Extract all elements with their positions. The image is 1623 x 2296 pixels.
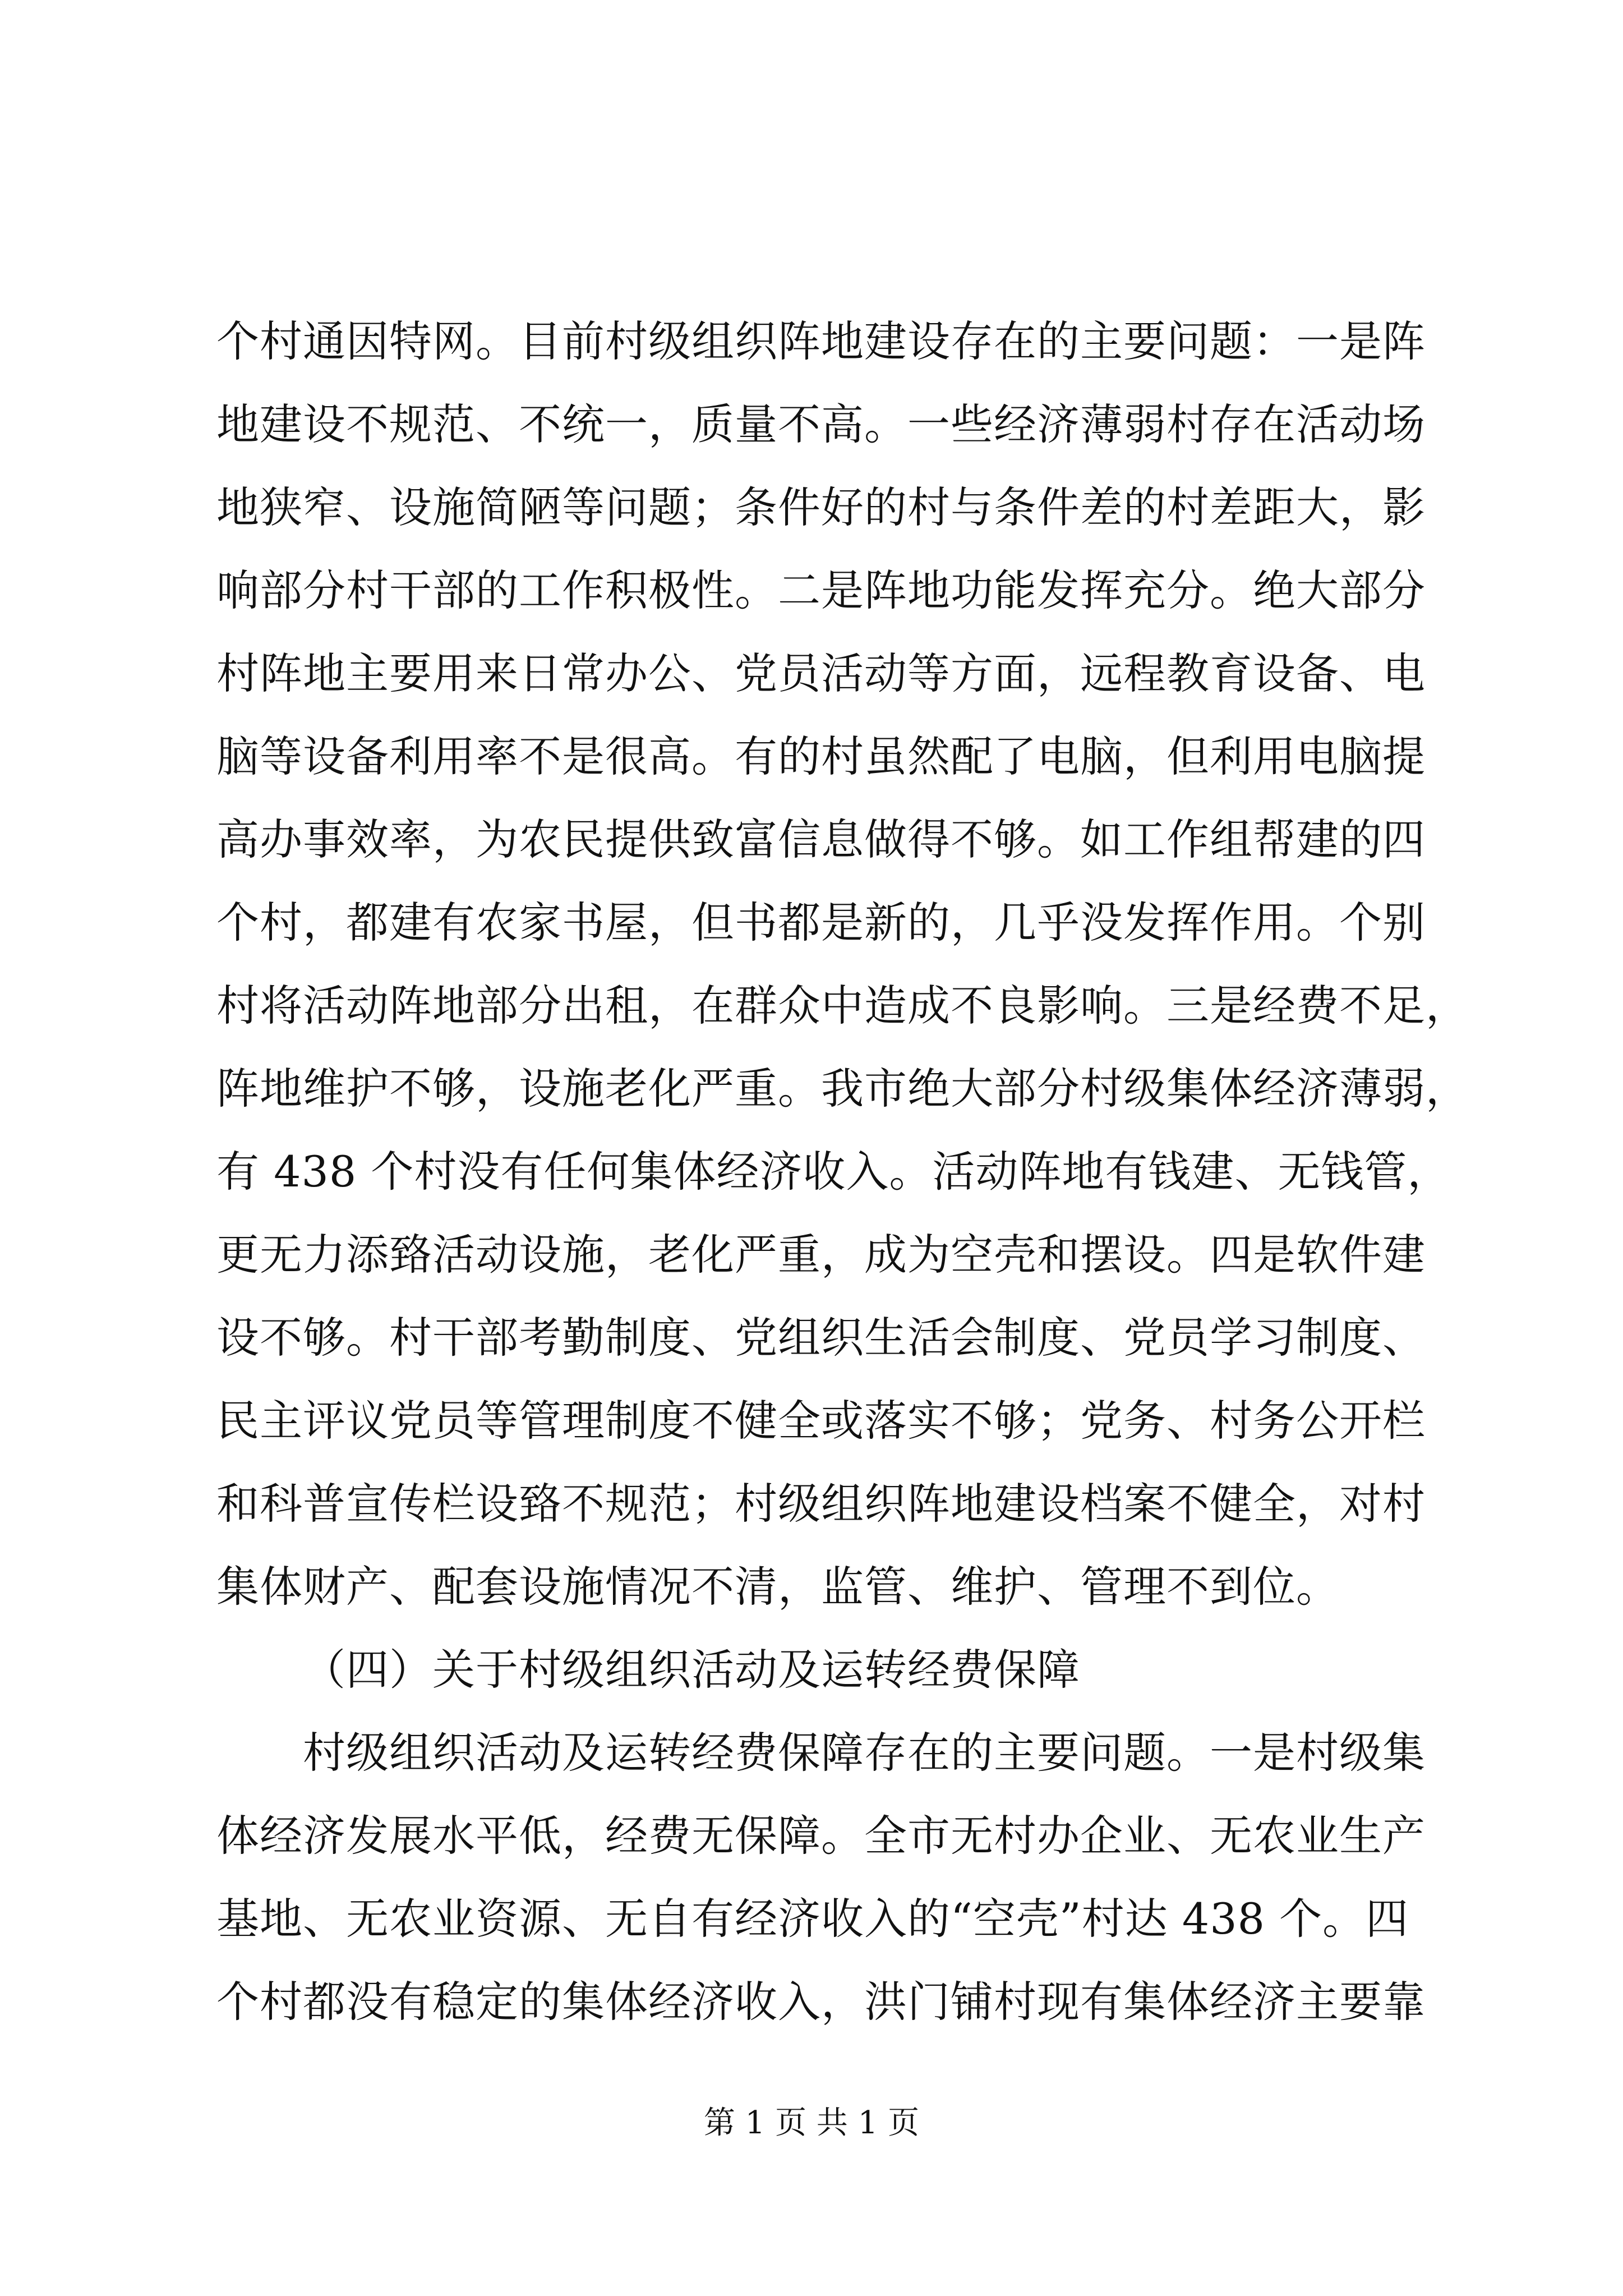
text-line: 民主评议党员等管理制度不健全或落实不够；党务、村务公开栏 xyxy=(216,1396,1426,1446)
text-line: 设不够。村干部考勤制度、党组织生活会制度、党员学习制度、 xyxy=(216,1313,1426,1363)
text-line: 地狭窄、设施简陋等问题；条件好的村与条件差的村差距大，影 xyxy=(216,482,1426,532)
text-line: 地建设不规范、不统一，质量不高。一些经济薄弱村存在活动场 xyxy=(216,399,1426,449)
text-line: 响部分村干部的工作积极性。二是阵地功能发挥充分。绝大部分 xyxy=(216,565,1426,615)
text-line: 集体财产、配套设施情况不清，监管、维护、管理不到位。 xyxy=(216,1562,1339,1612)
text-line: 和科普宣传栏设臵不规范；村级组织阵地建设档案不健全，对村 xyxy=(216,1479,1426,1529)
text-line: 村阵地主要用来日常办公、党员活动等方面，远程教育设备、电 xyxy=(216,648,1426,698)
page-footer: 第 1 页 共 1 页 xyxy=(703,2105,920,2141)
body-text xyxy=(216,300,1469,2044)
text-line: 基地、无农业资源、无自有经济收入的“空壳”村达 438 个。四 xyxy=(216,1894,1409,1944)
text-line: 个村，都建有农家书屋，但书都是新的，几乎没发挥作用。个别 xyxy=(216,898,1426,947)
text-line: 个村通因特网。目前村级组织阵地建设存在的主要问题：一是阵 xyxy=(216,316,1426,366)
section-heading: （四）关于村级组织活动及运转经费保障 xyxy=(303,1645,1080,1695)
text-line: 脑等设备利用率不是很高。有的村虽然配了电脑，但利用电脑提 xyxy=(216,731,1426,781)
text-line: 更无力添臵活动设施，老化严重，成为空壳和摆设。四是软件建 xyxy=(216,1230,1426,1280)
text-line: 个村都没有稳定的集体经济收入，洪门铺村现有集体经济主要靠 xyxy=(216,1977,1426,2027)
text-line: 村级组织活动及运转经费保障存在的主要问题。一是村级集 xyxy=(303,1728,1426,1778)
text-line: 有 438 个村没有任何集体经济收入。活动阵地有钱建、无钱管， xyxy=(216,1147,1451,1197)
text-line: 体经济发展水平低，经费无保障。全市无村办企业、无农业生产 xyxy=(216,1811,1426,1861)
text-line: 村将活动阵地部分出租，在群众中造成不良影响。三是经费不足， xyxy=(216,981,1469,1030)
text-line: 阵地维护不够，设施老化严重。我市绝大部分村级集体经济薄弱， xyxy=(216,1064,1469,1114)
text-line: 高办事效率，为农民提供致富信息做得不够。如工作组帮建的四 xyxy=(216,815,1426,864)
